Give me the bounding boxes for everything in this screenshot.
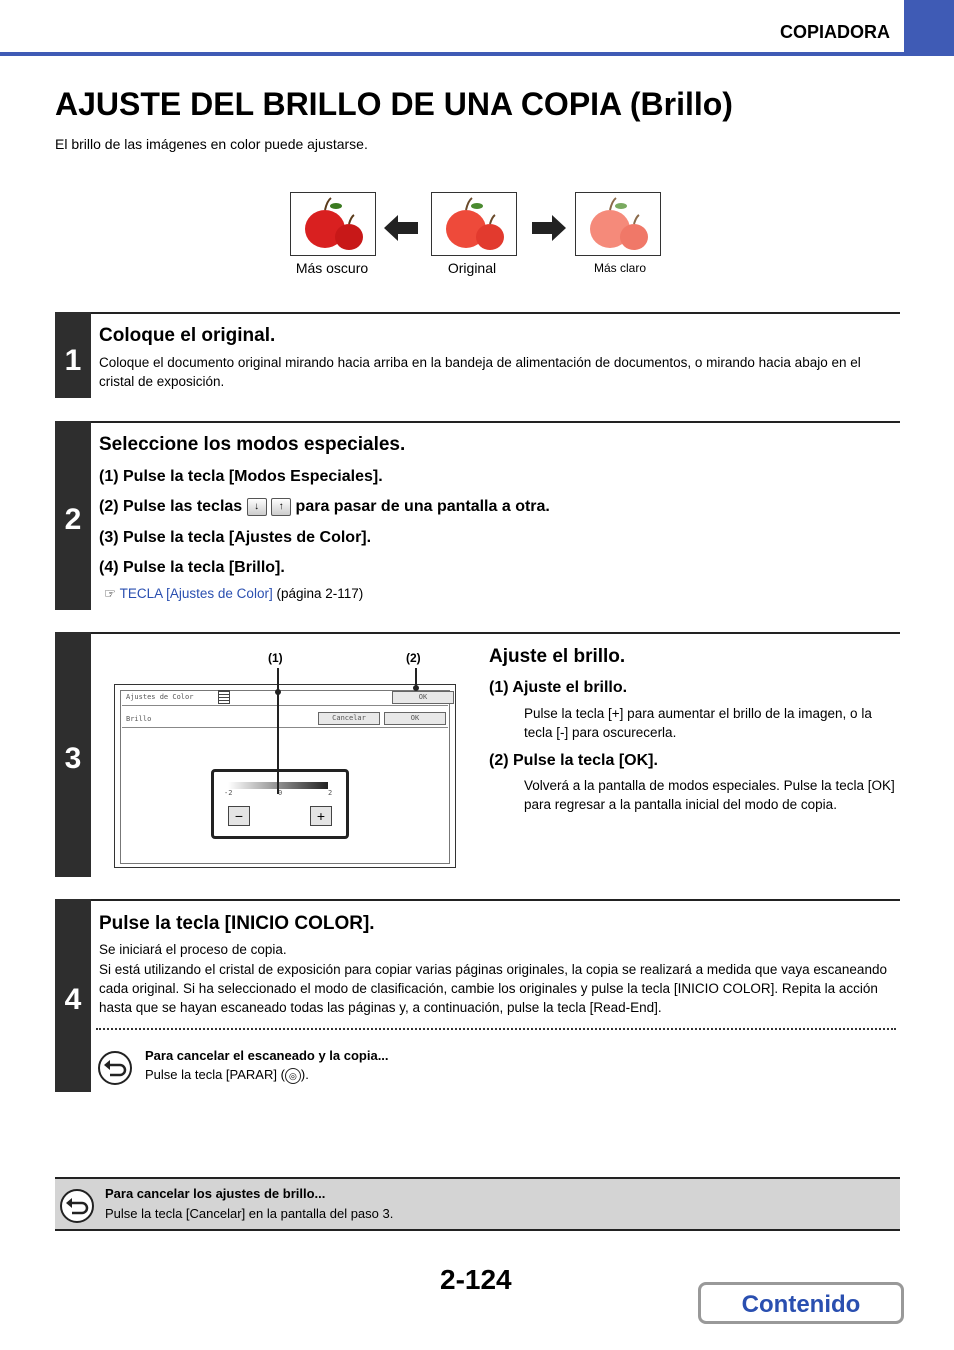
step3-rule — [55, 632, 900, 634]
section-label: COPIADORA — [779, 22, 890, 42]
arrow-left-icon — [384, 213, 420, 248]
return-arrow-icon — [60, 1189, 94, 1223]
step1-text: Coloque el documento original mirando hacia arriba en la bandeja de alimentación de documentos, o mirando hacia abajo en el cristal de exposición. — [99, 355, 861, 389]
up-arrow-key-icon: ↑ — [271, 498, 291, 516]
bottom-note-text: Pulse la tecla [Cancelar] en la pantalla del paso 3. — [105, 1206, 394, 1221]
stop-key-icon: ◎ — [285, 1068, 301, 1084]
step4-note-text-end: ). — [300, 1067, 309, 1082]
header-rule — [0, 52, 904, 56]
step4-note-text — [145, 1067, 309, 1084]
screen-cancel-button: Cancelar — [318, 712, 380, 725]
step4-bar — [55, 899, 91, 1092]
scale-mid: 0 — [278, 789, 283, 797]
screen-minus-button: − — [228, 806, 250, 826]
step1-bar — [55, 312, 91, 398]
screen-ok-button: OK — [392, 691, 454, 704]
step3-heading: Ajuste el brillo. — [489, 646, 626, 667]
down-arrow-key-icon: ↓ — [247, 498, 267, 516]
bottom-note-title: Para cancelar los ajustes de brillo... — [105, 1186, 326, 1201]
cancel-brightness-note — [55, 1177, 900, 1231]
scale-max: 2 — [328, 789, 333, 797]
pointing-hand-icon: ☞ — [104, 586, 117, 601]
step4-text-1: Se iniciará el proceso de copia. — [99, 942, 287, 957]
step2-reference — [104, 584, 363, 603]
screen-plus-button: + — [310, 806, 332, 826]
original-apple-image — [431, 192, 517, 256]
step1-number: 1 — [64, 344, 82, 377]
caption-original: Original — [447, 260, 497, 276]
arrow-right-icon — [530, 213, 566, 248]
step4-note-title: Para cancelar el escaneado y la copia... — [145, 1048, 389, 1063]
step2-item-2 — [99, 498, 550, 516]
step3-bar — [55, 632, 91, 877]
contents-button[interactable]: Contenido — [698, 1282, 904, 1324]
step2-bar — [55, 421, 91, 610]
step4-heading: Pulse la tecla [INICIO COLOR]. — [99, 913, 375, 934]
screen-ok2-button: OK — [384, 712, 446, 725]
header-tab-block — [904, 0, 954, 56]
darker-apple-image — [290, 192, 376, 256]
step3-sub1: (1) Ajuste el brillo. — [489, 679, 628, 696]
step3-sub2-text: Volverá a la pantalla de modos especiales. Pulse la tecla [OK] para regresar a la pantalla inicial del modo de copia. — [524, 778, 895, 812]
step2-number: 2 — [64, 503, 82, 536]
step1-rule — [55, 312, 900, 314]
step4-note-text-start: Pulse la tecla [PARAR] ( — [145, 1067, 285, 1082]
screen-row-label: Brillo — [126, 715, 152, 723]
callout-lines — [110, 660, 450, 800]
step3-sub1-text: Pulse la tecla [+] para aumentar el brillo de la imagen, o la tecla [-] para oscurecerla. — [524, 706, 872, 740]
lighter-apple-image — [575, 192, 661, 256]
callout-2: (2) — [406, 651, 421, 665]
dotted-separator — [96, 1028, 896, 1030]
ref-page: (página 2-117) — [276, 586, 364, 601]
step2-item-2-end: para pasar de una pantalla a otra. — [295, 498, 550, 516]
page-number: 2-124 — [440, 1264, 512, 1295]
page-title: AJUSTE DEL BRILLO DE UNA COPIA (Brillo) — [55, 86, 733, 122]
step2-item-1: (1) Pulse la tecla [Modos Especiales]. — [99, 468, 383, 485]
step2-rule — [55, 421, 900, 423]
intro-text: El brillo de las imágenes en color puede ajustarse. — [55, 136, 368, 152]
step3-number: 3 — [64, 742, 82, 775]
callout-1: (1) — [268, 651, 283, 665]
step3-sub2: (2) Pulse la tecla [OK]. — [489, 752, 658, 769]
scale-min: -2 — [224, 789, 233, 797]
step2-item-4: (4) Pulse la tecla [Brillo]. — [99, 559, 285, 576]
step4-rule — [55, 899, 900, 901]
step1-heading: Coloque el original. — [99, 325, 276, 346]
ref-link-color-settings[interactable]: TECLA [Ajustes de Color] — [119, 586, 273, 601]
return-arrow-icon — [98, 1051, 132, 1085]
step4-text-2: Si está utilizando el cristal de exposición para copiar varias páginas originales, la copia se realizará a medida que vaya escaneando cada original. Si ha seleccionado el modo de clasificación, cambie los originales y pulse la tecla [INICIO COLOR]. Repita la acción hasta que se hayan escaneado todas las páginas y, a continuación, pulse la tecla [Read-End]. — [99, 962, 887, 1015]
step2-item-2-start: (2) Pulse las teclas — [99, 498, 243, 516]
caption-darker: Más oscuro — [295, 260, 369, 276]
step4-number: 4 — [64, 983, 82, 1016]
step2-heading: Seleccione los modos especiales. — [99, 434, 406, 455]
caption-lighter: Más claro — [593, 261, 646, 275]
screen-title: Ajustes de Color — [126, 693, 194, 701]
step2-item-3: (3) Pulse la tecla [Ajustes de Color]. — [99, 529, 372, 546]
